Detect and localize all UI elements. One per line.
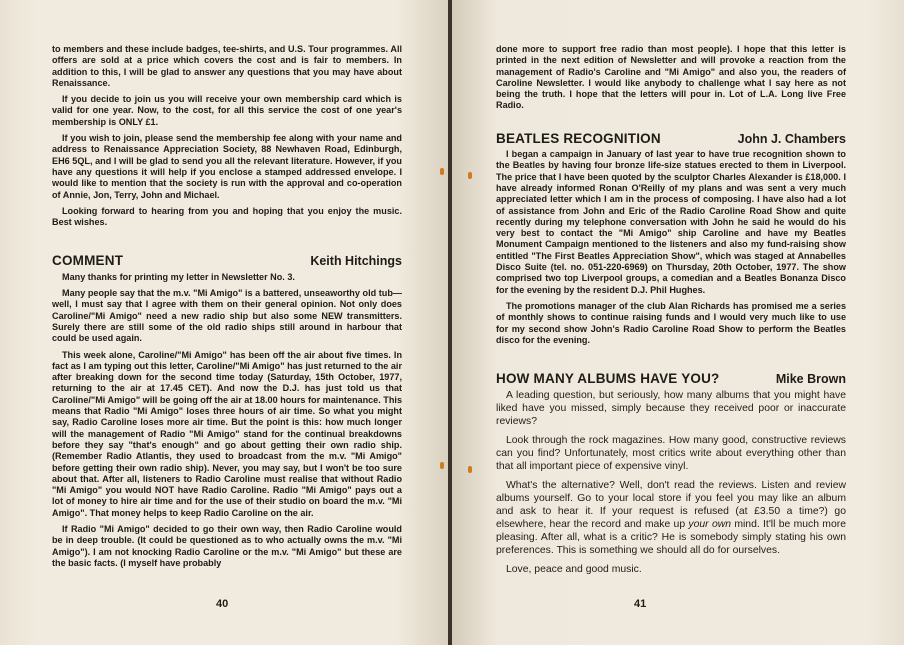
paragraph: Look through the rock magazines. How many good, constructive reviews can you find? Unfortunately, most critics write about everything other than that all important piece of expensive vinyl. <box>496 435 846 473</box>
left-column <box>52 44 402 574</box>
section-author: John J. Chambers <box>737 131 846 146</box>
paragraph: The promotions manager of the club Alan Richards has promised me a series of monthly shows to continue raising funds and I would very much like to use for my second show John's Radio Caroline Road Show to perform the Beatles disco for the evening. <box>496 300 846 345</box>
paragraph: If Radio "Mi Amigo" decided to go their own way, then Radio Caroline would be in deep trouble. (It could be questioned as to who actually owns the m.v. "Mi Amigo"). I am not knocking Radio Caroline or the m.v. "Mi Amigo" but these are the basic facts. (I myself have probably <box>52 523 402 568</box>
right-column <box>496 44 846 582</box>
emphasis-text: your own <box>688 519 732 531</box>
sign-off: Love, peace and good music. <box>506 564 642 576</box>
paragraph: to members and these include badges, tee-shirts, and U.S. Tour programmes. All offers are sold at a price which covers the cost and is fair to members. In addition to this, I will be glad to answer any questions that you may have about Renaissance. <box>52 44 402 88</box>
staple-mark <box>468 466 472 473</box>
paragraph: If you wish to join, please send the membership fee along with your name and address to Renaissance Appreciation Society, 88 Newhaven Road, Edinburgh, EH6 5QL, and I will be glad to send you all the relevant literature. However, if you have any questions it will help if you enclose a stamped addressed envelope. I would like to mention that the society is run with the approval and co-operation of Annie, Jon, Terry, John and Michael. <box>52 133 402 200</box>
paragraph: I began a campaign in January of last year to have true recognition shown to the Beatles by having four bronze life-size statues erected to them in Liverpool. The price that I have been quoted by the sculptor Charles Alexander is £18,000. I have already informed Ronan O'Reilly of my plans and was sent a very much appreciated letter which I am in the process of composing. I have also had a lot of assistance from John and Eric of the Radio Caroline Road Show and quite recently during my telephone conversation with John he said he would do his very best to contact the "Mi Amigo" ship Caroline and have my Beatles Monument Campaign mentioned to the listeners and also my fund-raising show entitled "The First Beatles Appreciation Show", which was staged at Annabelles Disco Suite (tel. no. 051-220-6969) on Thursday, 20th October, 1977. The show comprised two top Liverpool groups, a comedian and a Beatles Bonanza Disco for the evening by the resident D.J. Phil Hughes. <box>496 149 846 295</box>
paragraph: A leading question, but seriously, how many albums that you might have liked have you missed, simply because they received poor or inaccurate reviews? <box>496 390 846 428</box>
page-number: 40 <box>216 598 229 610</box>
staple-mark <box>440 462 444 469</box>
section-title: COMMENT <box>52 253 124 269</box>
paragraph: If you decide to join us you will receive your own membership card which is valid for one year. Now, to the cost, for all this service the cost of one year's membership is ONLY £1. <box>52 94 402 127</box>
paragraph-text: What's the alternative? Well, don't read the reviews. Listen and review albums yourself. Go to your local store if you feel you may like an album and ask to hear it. If your request is refused (at £3.50 a time?) go elsewhere, hear the record and make up <box>496 480 846 531</box>
albums-header <box>496 373 846 385</box>
section-title: HOW MANY ALBUMS HAVE YOU? <box>496 371 720 387</box>
comment-header <box>52 255 402 267</box>
staple-mark <box>440 168 444 175</box>
section-author: Mike Brown <box>775 372 846 387</box>
paragraph: This week alone, Caroline/"Mi Amigo" has been off the air about five times. In fact as I am typing out this letter, Caroline/"Mi Amigo" has just returned to the air after breaking down for the second time today (Saturday, 15th October, 1977, returning to the air at 17.45 CET). And now the D.J. has just told us that Caroline/"Mi Amigo" will be going off the air at 18.00 hours for maintenance. This means that Radio "Mi Amigo" loses three hours of air time. So what you might say, Radio Caroline loses more air time. But the point is this: how much longer will the management of Radio "Mi Amigo" stand for the continual breakdowns before they say "that's enough" and go about getting their own radio ship. (Remember Radio Atlantis, they used to broadcast from the m.v. "Mi Amigo" before getting their own radio ship). Never, you may say, but I won't be too sure about that. After all, listeners to Radio Caroline must realise that without Radio "Mi Amigo" you would NOT have Radio Caroline. Radio "Mi Amigo" pays out a lot of money to hire air time and for the use of their studio on board the m.v. "Mi Amigo". That money helps to keep Radio Caroline on the air. <box>52 349 402 518</box>
paragraph: Looking forward to hearing from you and hoping that you enjoy the music. Best wishes. <box>52 205 402 228</box>
paragraph-text: mind. It'll be much more pleasing. After all, what is a critic? He is somebody simply stating his own preferences. This is something we should all do for ourselves. <box>496 519 846 557</box>
page-number: 41 <box>634 598 647 610</box>
section-title: BEATLES RECOGNITION <box>496 130 661 146</box>
staple-mark <box>468 172 472 179</box>
beatles-header <box>496 130 846 146</box>
right-page <box>452 0 904 645</box>
paragraph: Many thanks for printing my letter in Newsletter No. 3. <box>62 271 295 282</box>
paragraph: done more to support free radio than most people). I hope that this letter is printed in the next edition of Newsletter and will provoke a reaction from the management of Radio's Caroline and "Mi Amigo" and also you, the readers of Caroline Newsletter. I would like anybody to challenge what I say here as not being the truth. I hope that the letters will pour in. Lot of L.A. Long live Free Radio. <box>496 44 846 111</box>
paragraph: Many people say that the m.v. "Mi Amigo" is a battered, unseaworthy old tub—well, I must say that I agree with them on their general opinion. Not only does Caroline/"Mi Amigo" need a new radio ship but also some NEW transmitters. Surely there are still some of the old radio ships still around in harbour that could be used again. <box>52 288 402 344</box>
section-author: Keith Hitchings <box>310 254 402 269</box>
left-page <box>0 0 450 645</box>
paragraph <box>496 479 846 557</box>
